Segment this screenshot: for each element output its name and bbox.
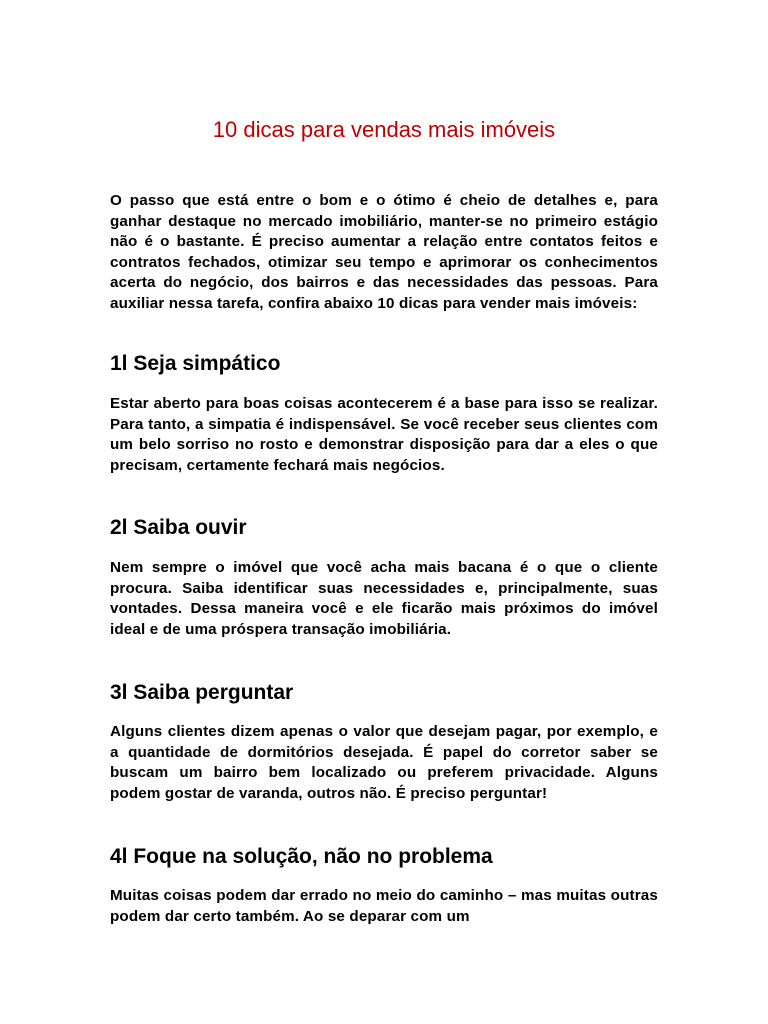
document-title: 10 dicas para vendas mais imóveis (212, 117, 556, 142)
section-heading-2: 2l Saiba ouvir (110, 516, 247, 539)
section-paragraph-2: Nem sempre o imóvel que você acha mais bacana é o que o cliente procura. Saiba identificar suas necessidades e, principalmente, suas vontades. Dessa maneira você e ele ficarão mais próximos do imóvel ideal e de uma próspera transação imobiliária. (110, 559, 658, 638)
section-heading-1: 1l Seja simpático (110, 352, 281, 375)
section-heading-4: 4l Foque na solução, não no problema (110, 845, 493, 868)
section-paragraph-1: Estar aberto para boas coisas acontecerem é a base para isso se realizar. Para tanto, a simpatia é indispensável. Se você receber seus clientes com um belo sorriso no rosto e demonstrar disposição para dar a eles o que precisam, certamente fechará mais negócios. (110, 395, 658, 474)
section-heading-3: 3l Saiba perguntar (110, 681, 294, 704)
intro-paragraph: O passo que está entre o bom e o ótimo é cheio de detalhes e, para ganhar destaque no mercado imobiliário, manter-se no primeiro estágio não é o bastante. É preciso aumentar a relação entre contatos feitos e contratos fechados, otimizar seu tempo e aprimorar os conhecimentos acerta do negócio, dos bairros e das necessidades das pessoas. Para auxiliar nessa tarefa, confira abaixo 10 dicas para vender mais imóveis: (110, 192, 658, 312)
section-paragraph-4: Muitas coisas podem dar errado no meio do caminho – mas muitas outras podem dar certo também. Ao se deparar com um (110, 887, 658, 925)
section-paragraph-3: Alguns clientes dizem apenas o valor que desejam pagar, por exemplo, e a quantidade de dormitórios desejada. É papel do corretor saber se buscam um bairro bem localizado ou preferem privacidade. Alguns podem gostar de varanda, outros não. É preciso perguntar! (110, 723, 658, 802)
